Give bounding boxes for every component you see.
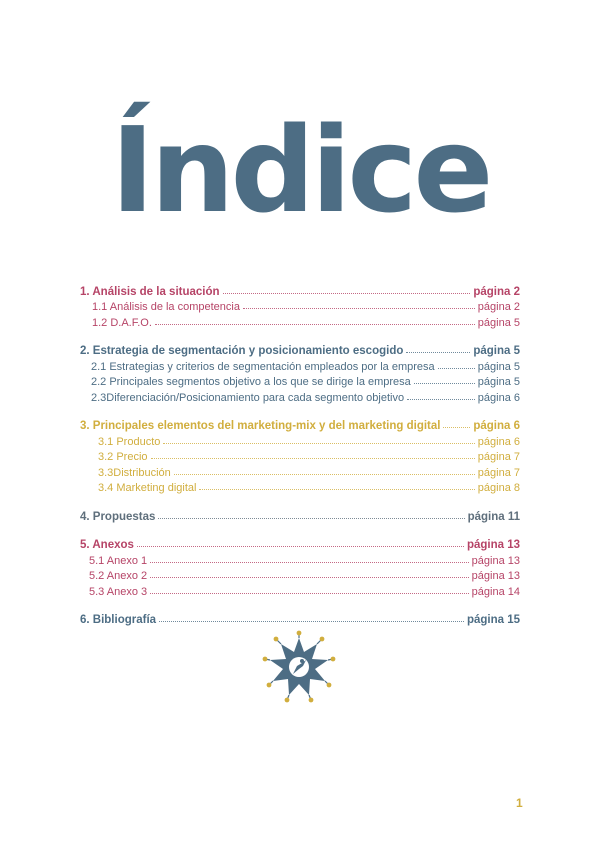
toc-item-1-2[interactable] xyxy=(80,313,520,329)
dot-leader xyxy=(151,458,475,459)
toc-item-5-1[interactable] xyxy=(80,551,520,567)
toc-page: página 13 xyxy=(471,570,520,582)
toc-section-2[interactable] xyxy=(80,342,520,358)
toc-label: 4. Propuestas xyxy=(80,510,156,523)
toc-page: página 5 xyxy=(477,376,520,388)
index-title: Índice xyxy=(110,101,490,239)
toc-label: 1.1 Análisis de la competencia xyxy=(92,301,240,313)
toc-label: 3.3Distribución xyxy=(98,466,171,479)
toc-label: 2.2 Principales segmentos objetivo a los que se dirige la empresa xyxy=(91,376,411,388)
dot-leader xyxy=(438,368,475,369)
toc-page: página 6 xyxy=(477,435,520,448)
toc-item-3-3[interactable] xyxy=(80,463,520,479)
toc-item-2-3[interactable] xyxy=(80,388,520,404)
toc-label: 2. Estrategia de segmentación y posicionamiento escogido xyxy=(80,345,404,357)
toc-section-5[interactable] xyxy=(80,536,520,552)
toc-section-4[interactable] xyxy=(80,507,520,523)
toc-page: página 5 xyxy=(477,360,520,373)
toc-item-2-2[interactable] xyxy=(80,373,520,389)
toc-label: 2.3Diferenciación/Posicionamiento para cada segmento objetivo xyxy=(91,391,405,404)
toc-label: 3. Principales elementos del marketing-mix y del marketing digital xyxy=(80,420,441,432)
toc-label: 3.2 Precio xyxy=(98,451,148,463)
dot-leader xyxy=(406,352,470,353)
dot-leader xyxy=(150,593,469,594)
toc-label: 2.1 Estrategias y criterios de segmentación empleados por la empresa xyxy=(91,360,435,373)
toc-page: página 8 xyxy=(477,482,520,494)
toc-page: página 5 xyxy=(477,316,520,329)
toc-label: 5.2 Anexo 2 xyxy=(89,570,148,582)
toc-page: página 11 xyxy=(467,510,520,523)
toc-item-5-2[interactable] xyxy=(80,567,520,583)
toc-page: página 2 xyxy=(473,285,520,298)
dot-leader xyxy=(414,383,475,384)
toc-label: 3.1 Producto xyxy=(98,435,161,448)
dot-leader xyxy=(174,474,475,475)
toc-page: página 13 xyxy=(466,539,520,551)
toc-item-1-1[interactable] xyxy=(80,298,520,314)
dot-leader xyxy=(223,293,471,294)
toc-section-1[interactable] xyxy=(80,282,520,298)
dot-leader xyxy=(150,562,469,563)
dot-leader xyxy=(243,308,475,309)
toc-section-6[interactable] xyxy=(80,611,520,627)
toc-item-3-4[interactable] xyxy=(80,479,520,495)
page-number: 1 xyxy=(516,796,523,810)
dot-leader xyxy=(407,399,475,400)
toc-section-3[interactable] xyxy=(80,417,520,433)
toc-page: página 6 xyxy=(473,420,520,432)
toc-item-3-2[interactable] xyxy=(80,448,520,464)
toc-item-2-1[interactable] xyxy=(80,357,520,373)
toc-label: 1.2 D.A.F.O. xyxy=(92,316,152,329)
dot-leader xyxy=(159,621,464,622)
dot-leader xyxy=(137,546,464,547)
dot-leader xyxy=(163,443,474,444)
dot-leader xyxy=(199,489,474,490)
toc-label: 1. Análisis de la situación xyxy=(80,285,220,298)
dot-leader xyxy=(150,577,469,578)
table-of-contents xyxy=(80,282,520,626)
toc-item-3-1[interactable] xyxy=(80,432,520,448)
toc-label: 6. Bibliografía xyxy=(80,614,157,626)
toc-page: página 6 xyxy=(477,391,520,404)
toc-page: página 7 xyxy=(477,466,520,479)
toc-page: página 7 xyxy=(477,451,520,463)
toc-label: 5.3 Anexo 3 xyxy=(89,585,148,598)
toc-page: página 13 xyxy=(471,554,520,567)
toc-page: página 15 xyxy=(466,614,520,626)
toc-item-5-3[interactable] xyxy=(80,582,520,598)
toc-label: 3.4 Marketing digital xyxy=(98,482,197,494)
star-logo-icon xyxy=(262,630,336,704)
toc-page: página 2 xyxy=(477,301,520,313)
toc-page: página 5 xyxy=(473,345,520,357)
dot-leader xyxy=(158,518,464,519)
dot-leader xyxy=(443,427,470,428)
toc-page: página 14 xyxy=(471,585,520,598)
toc-label: 5.1 Anexo 1 xyxy=(89,554,148,567)
dot-leader xyxy=(155,324,475,325)
toc-label: 5. Anexos xyxy=(80,539,134,551)
